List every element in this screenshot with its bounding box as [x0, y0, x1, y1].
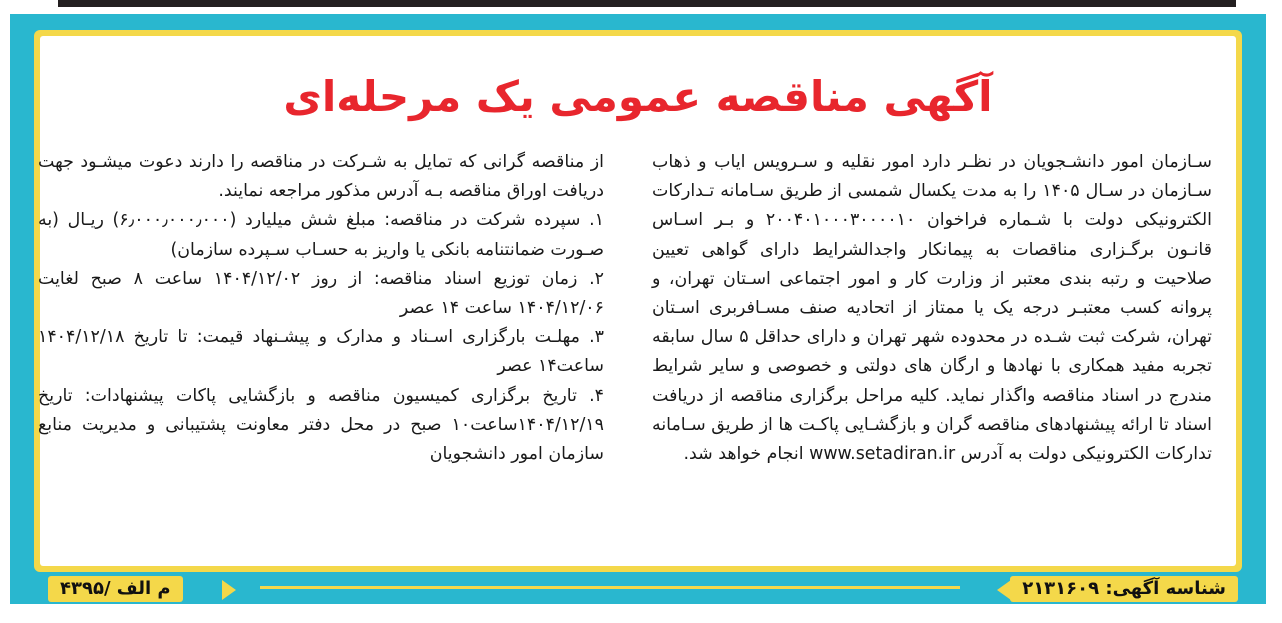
chevron-left-icon — [997, 580, 1011, 600]
notice-body — [40, 36, 1236, 566]
footer-stripe — [260, 586, 960, 589]
chevron-right-icon — [222, 580, 236, 600]
notice-code-badge: م الف /۴۳۹۵ — [48, 576, 183, 602]
list-item: ۲. زمان توزیع اسناد مناقصه: از روز ۱۴۰۴/۱۲/۰۲ ساعت ۸ صبح لغایت ۱۴۰۴/۱۲/۰۶ ساعت ۱۴ عصر — [38, 268, 604, 319]
right-column-text: سـازمان امور دانشـجویان در نظـر دارد امور نقلیه و سـرویس ایاب و ذهاب سـازمان در سـال ۱۴۰۵ را به مدت یکسال شمسی از طریق سـامانه تـدارکات الکترونیکی دولت با شـماره فراخوان ۲۰۰۴۰۱۰۰۰۳۰۰۰۰۱۰ و بـر اسـاس قانـون برگـزاری مناقصات به پیمانکار واجدالشرایط دارای گواهی تعیین صلاحیت و رتبه بندی معتبر از وزارت کار و امور اجتماعی اسـتان تهران، و پروانه کسب معتبـر درجه یک یا ممتاز از اتحادیه صنف مسـافربری اسـتان تهران، شرکت ثبت شـده در محدوده شهر تهران و دارای حداقل ۵ سال سابقه تجربه مفید همکاری با نهادها و ارگان های دولتی و خصوصی و سایر شرایط مندرج در اسناد مناقصه واگذار نماید. کلیه مراحل برگزاری مناقصه از دریافت اسناد تا ارائه پیشنهادهای مناقصه گران و بازگشـایی پاکـت ها از طریق سـامانه تدارکات الکترونیکی دولت به آدرس www.setadiran.ir انجام خواهد شد. — [652, 152, 1212, 465]
notice-panel — [34, 30, 1242, 572]
notice-title: آگهی مناقصه عمومی یک مرحله‌ای — [283, 72, 993, 121]
list-item: ۱. سپرده شرکت در مناقصه: مبلغ شش میلیارد (۶٫۰۰۰٫۰۰۰٫۰۰۰) ریـال (به صـورت ضمانتنامه بانکی یا واریز به حسـاب سـپرده سازمان) — [38, 210, 604, 260]
notice-frame — [10, 14, 1266, 604]
list-item: ۴. تاریخ برگزاری کمیسیون مناقصه و بازگشایی پاکات پیشنهادات: تاریخ ۱۴۰۴/۱۲/۱۹ساعت۱۰ صبح در محل دفتر معاونت پشتیبانی و مدیریت منابع سازمان امور دانشجویان — [38, 385, 604, 465]
right-column — [652, 148, 1212, 469]
notice-id-badge: شناسه آگهی: ۲۱۳۱۶۰۹ — [1010, 576, 1238, 602]
top-bar — [58, 0, 1236, 7]
list-item: ۳. مهلـت بارگزاری اسـناد و مدارک و پیشـنهاد قیمت: تا تاریخ ۱۴۰۴/۱۲/۱۸ ساعت۱۴ عصر — [38, 327, 604, 377]
notice-footer — [10, 572, 1266, 602]
left-column-intro: از مناقصه گرانی که تمایل به شـرکت در مناقصه را دارند دعوت میشـود جهت دریافت اوراق مناقصه بـه آدرس مذکور مراجعه نمایند. — [38, 152, 604, 202]
left-column — [38, 148, 604, 469]
